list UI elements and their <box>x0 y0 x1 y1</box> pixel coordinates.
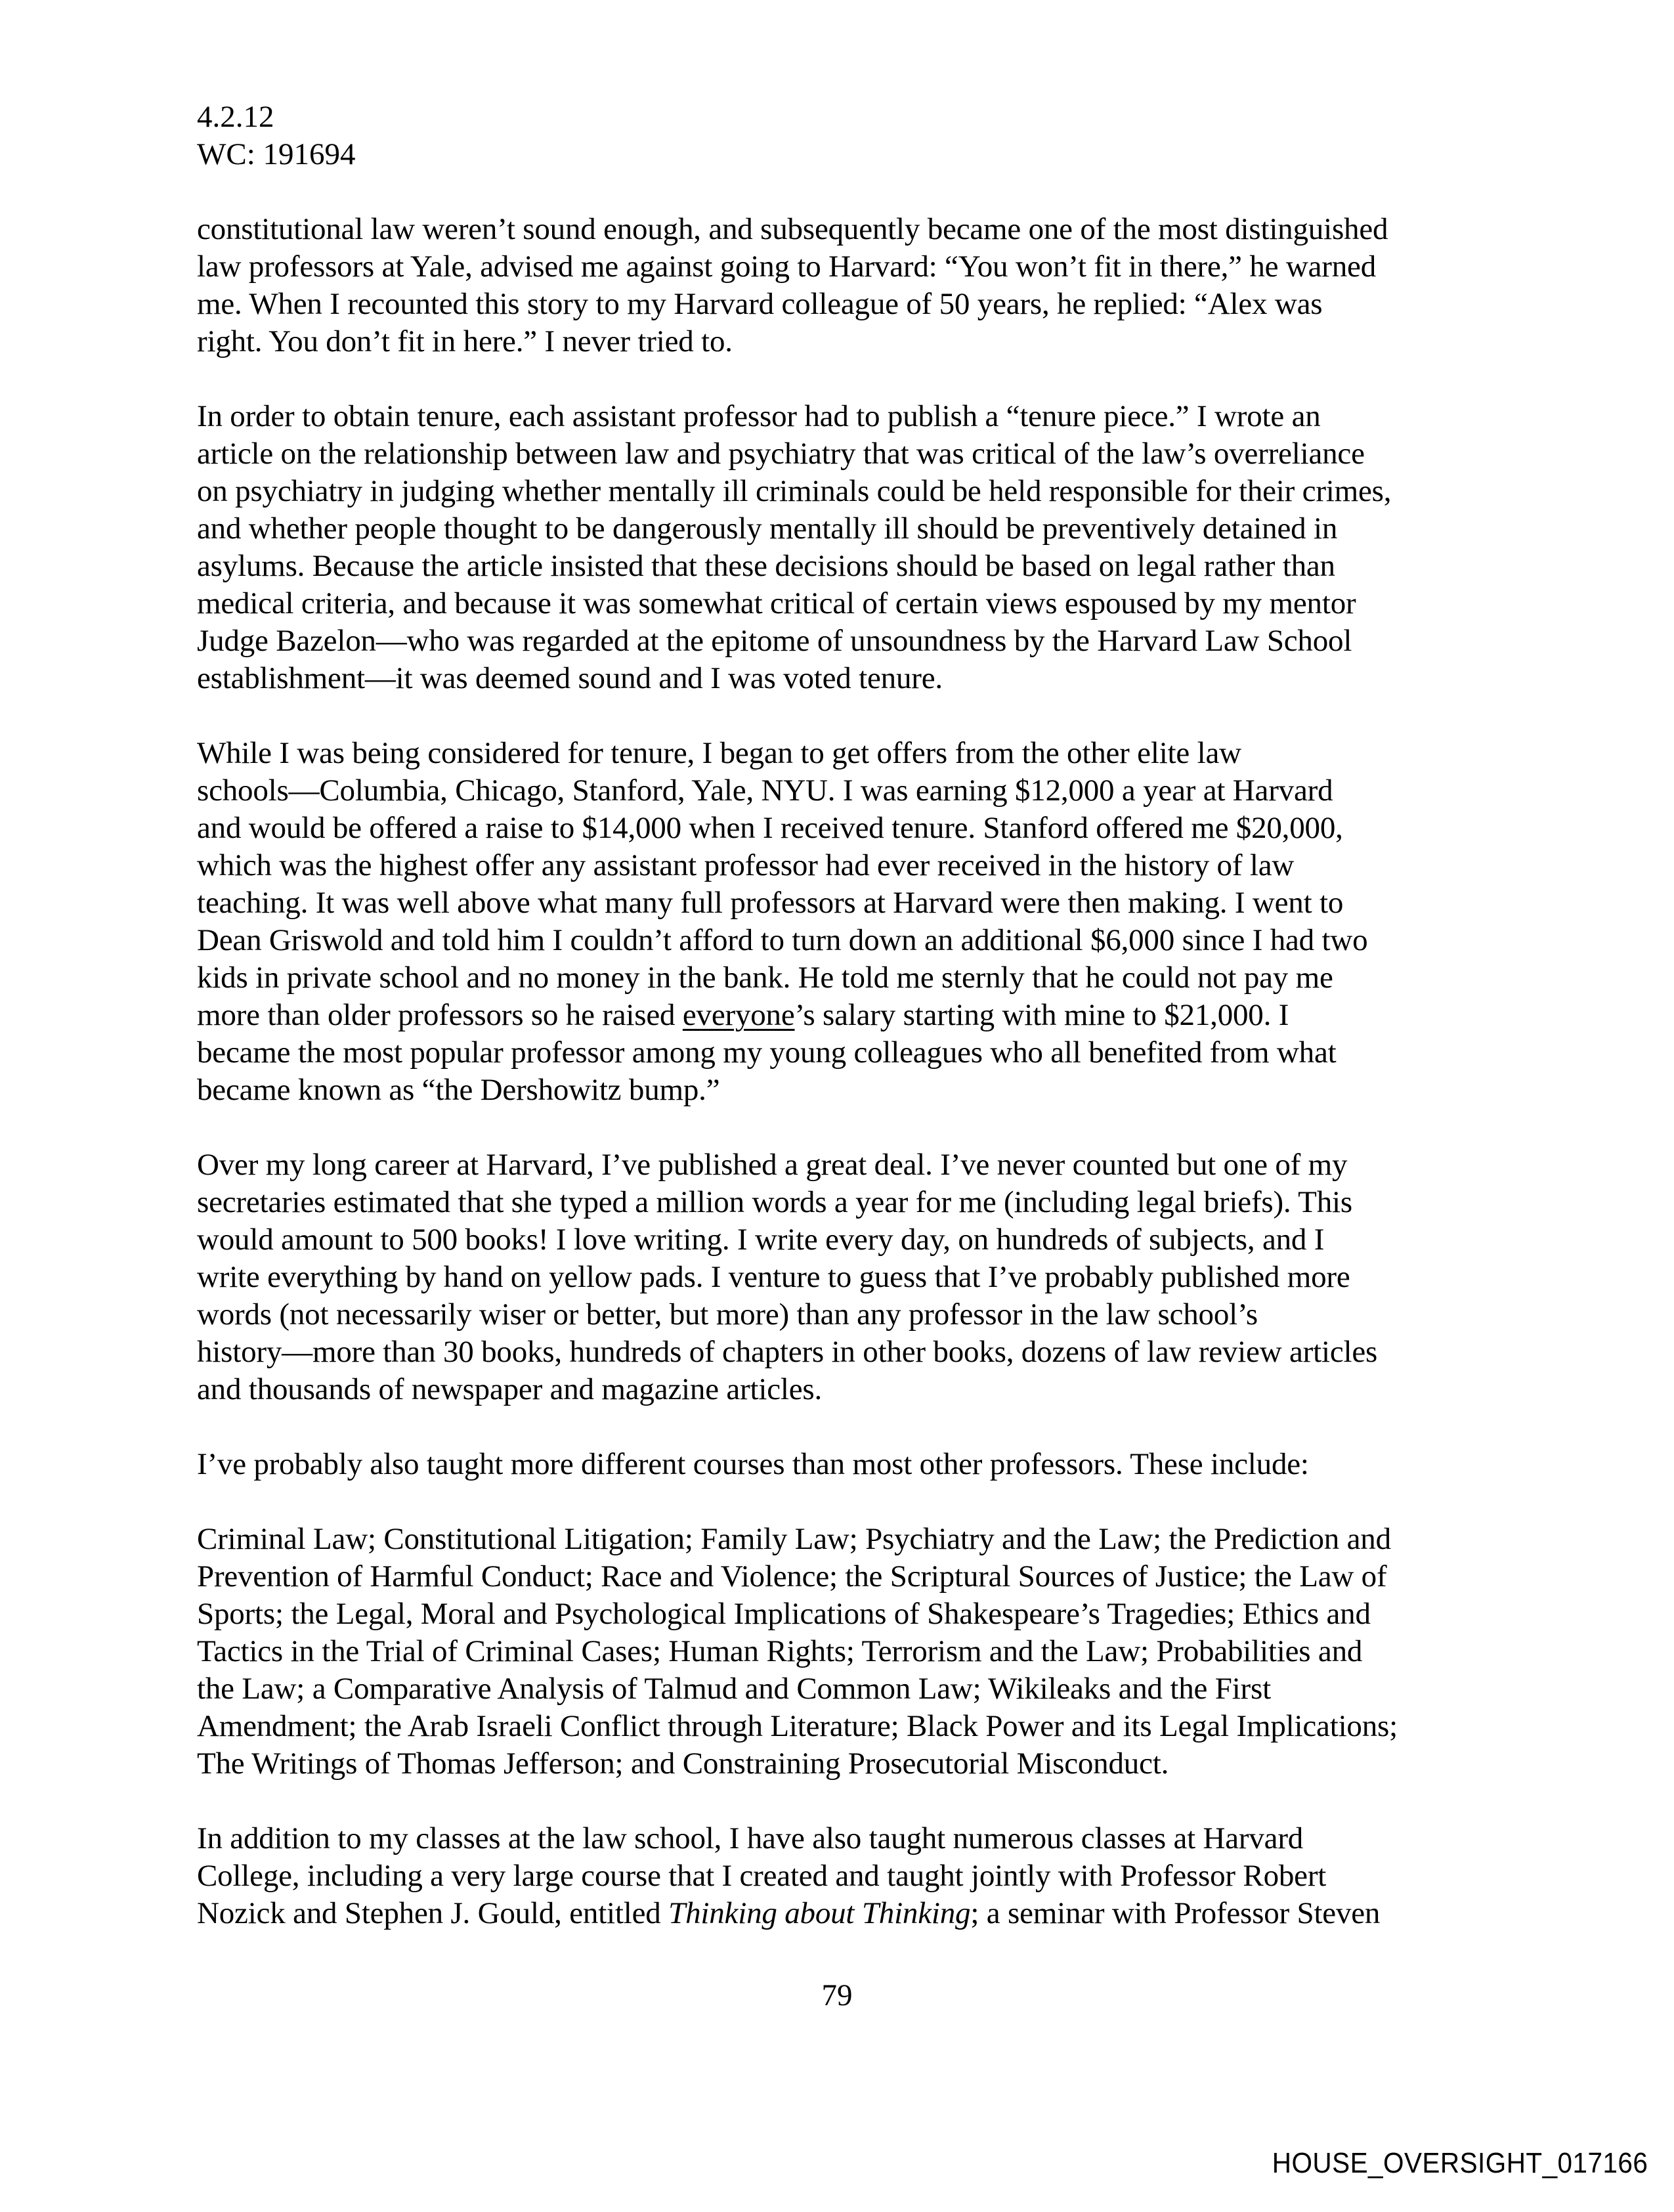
text-line: I’ve probably also taught more different courses than most other professors. These include: <box>197 1447 1309 1481</box>
text-line: and thousands of newspaper and magazine articles. <box>197 1372 823 1406</box>
text-line: right. You don’t fit in here.” I never tried to. <box>197 324 733 358</box>
text-line: Sports; the Legal, Moral and Psychological Implications of Shakespeare’s Tragedies; Ethics and <box>197 1597 1371 1631</box>
text-line: history—more than 30 books, hundreds of chapters in other books, dozens of law review articles <box>197 1335 1378 1369</box>
text-line: asylums. Because the article insisted that these decisions should be based on legal rather than <box>197 549 1335 583</box>
underlined-word: everyone <box>682 998 795 1032</box>
text-line: While I was being considered for tenure, I began to get offers from the other elite law <box>197 736 1241 770</box>
text-line: on psychiatry in judging whether mentally ill criminals could be held responsible for their crimes, <box>197 474 1392 508</box>
text-line: medical criteria, and because it was somewhat critical of certain views espoused by my mentor <box>197 586 1356 620</box>
bates-stamp: HOUSE_OVERSIGHT_017166 <box>1272 2147 1648 2179</box>
text-line: me. When I recounted this story to my Harvard colleague of 50 years, he replied: “Alex was <box>197 287 1323 321</box>
text-segment: ’s salary starting with mine to $21,000. I <box>794 998 1289 1032</box>
text-line: would amount to 500 books! I love writing. I write every day, on hundreds of subjects, and I <box>197 1223 1325 1257</box>
document-page <box>197 98 1484 1970</box>
text-line: law professors at Yale, advised me against going to Harvard: “You won’t fit in there,” he warned <box>197 249 1376 284</box>
text-line-with-italic <box>197 1895 1484 1932</box>
paragraph-publishing <box>197 1146 1484 1408</box>
text-line: Judge Bazelon—who was regarded at the epitome of unsoundness by the Harvard Law School <box>197 624 1352 658</box>
text-line: kids in private school and no money in the bank. He told me sternly that he could not pay me <box>197 961 1333 995</box>
text-line: which was the highest offer any assistant professor had ever received in the history of law <box>197 848 1295 882</box>
text-line: secretaries estimated that she typed a million words a year for me (including legal briefs). This <box>197 1185 1352 1219</box>
text-line: In addition to my classes at the law school, I have also taught numerous classes at Harvard <box>197 1821 1304 1855</box>
text-line: and whether people thought to be dangerously mentally ill should be preventively detained in <box>197 511 1338 546</box>
text-line: became known as “the Dershowitz bump.” <box>197 1073 720 1107</box>
text-segment: more than older professors so he raised <box>197 998 683 1032</box>
text-line: Prevention of Harmful Conduct; Race and Violence; the Scriptural Sources of Justice; the Law of <box>197 1559 1387 1594</box>
paragraph-tenure-piece <box>197 398 1484 697</box>
text-line: schools—Columbia, Chicago, Stanford, Yale, NYU. I was earning $12,000 a year at Harvard <box>197 773 1333 808</box>
paragraph-salary-offers <box>197 735 1484 1109</box>
text-line: and would be offered a raise to $14,000 when I received tenure. Stanford offered me $20,000, <box>197 811 1343 845</box>
text-segment: ; a seminar with Professor Steven <box>970 1896 1381 1930</box>
paragraph-harvard-college <box>197 1820 1484 1932</box>
text-line-with-underline <box>197 997 1484 1034</box>
text-line: College, including a very large course that I created and taught jointly with Professor Robert <box>197 1859 1327 1893</box>
course-title-italic: Thinking about Thinking <box>668 1896 971 1930</box>
paragraph-course-list <box>197 1521 1484 1783</box>
text-line: Over my long career at Harvard, I’ve published a great deal. I’ve never counted but one of my <box>197 1148 1348 1182</box>
text-line: article on the relationship between law and psychiatry that was critical of the law’s overreliance <box>197 437 1365 471</box>
text-line: teaching. It was well above what many full professors at Harvard were then making. I went to <box>197 886 1344 920</box>
text-line: words (not necessarily wiser or better, but more) than any professor in the law school’s <box>197 1297 1258 1332</box>
draft-date: 4.2.12 <box>197 100 274 134</box>
text-segment: Nozick and Stephen J. Gould, entitled <box>197 1896 669 1930</box>
paragraph-courses-intro <box>197 1446 1484 1483</box>
text-line: The Writings of Thomas Jefferson; and Constraining Prosecutorial Misconduct. <box>197 1746 1169 1781</box>
document-header <box>197 98 1484 173</box>
text-line: Dean Griswold and told him I couldn’t afford to turn down an additional $6,000 since I had two <box>197 923 1368 957</box>
text-line: Tactics in the Trial of Criminal Cases; Human Rights; Terrorism and the Law; Probabilities and <box>197 1634 1363 1668</box>
text-line: In order to obtain tenure, each assistant professor had to publish a “tenure piece.” I wrote an <box>197 399 1321 433</box>
text-line: the Law; a Comparative Analysis of Talmud and Common Law; Wikileaks and the First <box>197 1672 1271 1706</box>
text-line: write everything by hand on yellow pads. I venture to guess that I’ve probably published more <box>197 1260 1350 1294</box>
text-line: constitutional law weren’t sound enough, and subsequently became one of the most distinguished <box>197 212 1388 246</box>
text-line: Criminal Law; Constitutional Litigation; Family Law; Psychiatry and the Law; the Prediction and <box>197 1522 1391 1556</box>
text-line: Amendment; the Arab Israeli Conflict through Literature; Black Power and its Legal Implications; <box>197 1709 1398 1743</box>
text-line: establishment—it was deemed sound and I was voted tenure. <box>197 661 943 695</box>
text-line: became the most popular professor among my young colleagues who all benefited from what <box>197 1035 1337 1070</box>
page-number: 79 <box>821 1978 853 2012</box>
paragraph-yale-advice <box>197 211 1484 360</box>
word-count: WC: 191694 <box>197 137 356 171</box>
